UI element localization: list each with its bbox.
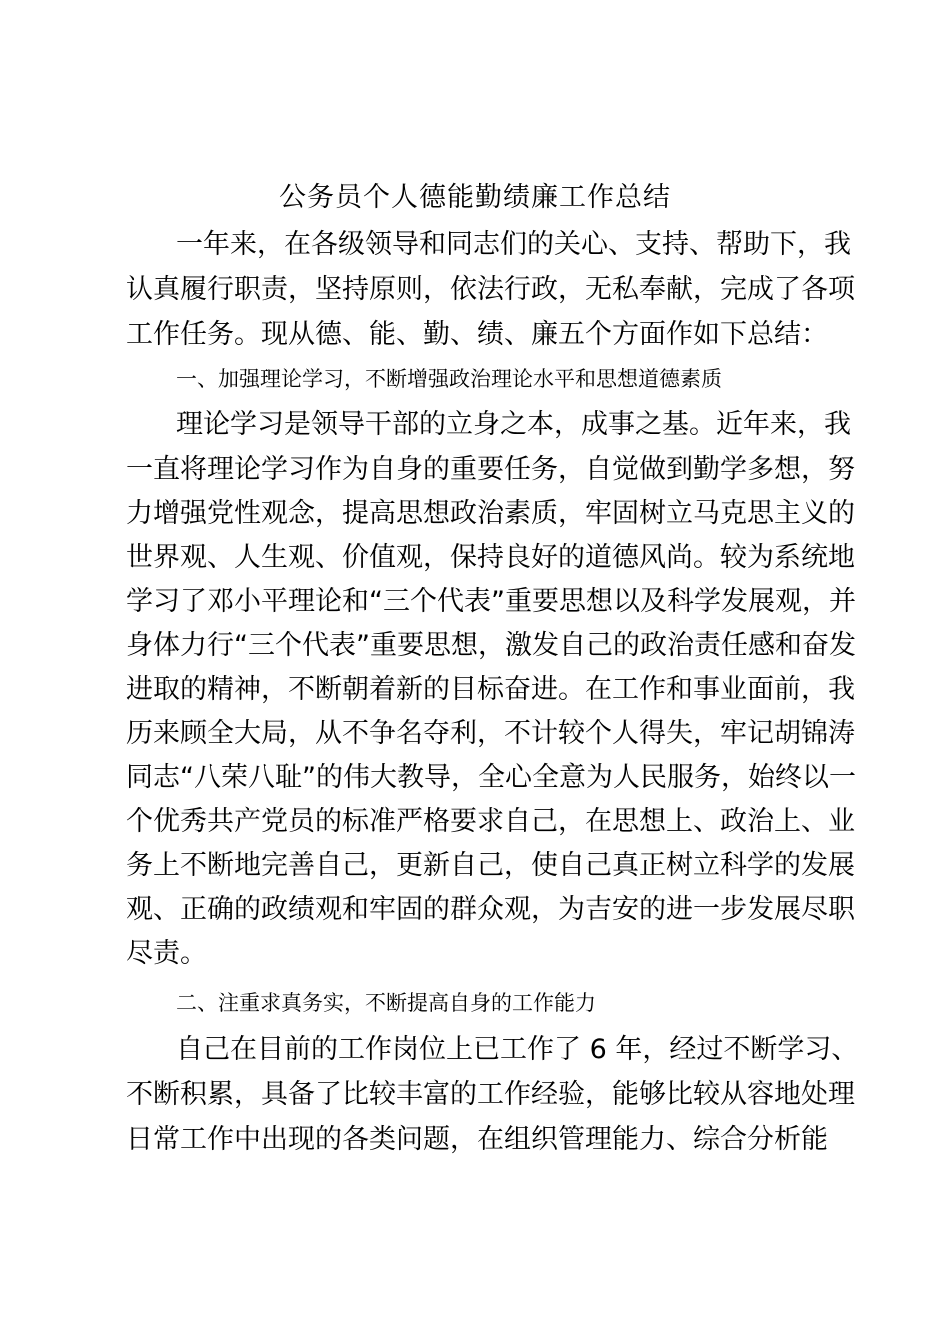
- section-1-line: 力增强党性观念，提高思想政治素质，牢固树立马克思主义的: [126, 498, 855, 529]
- document-title: 公务员个人德能勤绩廉工作总结: [279, 182, 671, 213]
- section-2-line: 自己在目前的工作岗位上已工作了 6 年，经过不断学习、: [176, 1034, 859, 1065]
- section-2-heading: 二、注重求真务实，不断提高自身的工作能力: [176, 991, 596, 1015]
- intro-line-3: 工作任务。现从德、能、勤、绩、廉五个方面作如下总结：: [126, 319, 828, 350]
- section-2-line: 日常工作中出现的各类问题，在组织管理能力、综合分析能: [126, 1124, 828, 1155]
- section-1-line: 一直将理论学习作为自身的重要任务，自觉做到勤学多想，努: [126, 454, 855, 485]
- section-1-line: 同志“八荣八耻”的伟大教导，全心全意为人民服务，始终以一: [126, 762, 856, 793]
- section-1-line: 个优秀共产党员的标准严格要求自己，在思想上、政治上、业: [126, 806, 855, 837]
- section-1-line: 尽责。: [126, 938, 207, 969]
- intro-line-2: 认真履行职责，坚持原则，依法行政，无私奉献，完成了各项: [126, 274, 855, 305]
- section-1-line: 世界观、人生观、价值观，保持良好的道德风尚。较为系统地: [126, 542, 855, 573]
- section-1-line: 学习了邓小平理论和“三个代表”重要思想以及科学发展观，并: [126, 586, 856, 617]
- intro-line-1: 一年来，在各级领导和同志们的关心、支持、帮助下，我: [176, 229, 851, 260]
- section-1-line: 观、正确的政绩观和牢固的群众观，为吉安的进一步发展尽职: [126, 894, 855, 925]
- section-1-line: 身体力行“三个代表”重要思想，激发自己的政治责任感和奋发: [126, 630, 856, 661]
- section-1-line: 进取的精神，不断朝着新的目标奋进。在工作和事业面前，我: [126, 674, 855, 705]
- section-1-line: 理论学习是领导干部的立身之本，成事之基。近年来，我: [176, 409, 851, 440]
- section-2-line: 不断积累，具备了比较丰富的工作经验，能够比较从容地处理: [126, 1079, 855, 1110]
- section-1-heading: 一、加强理论学习，不断增强政治理论水平和思想道德素质: [176, 367, 722, 391]
- section-1-line: 务上不断地完善自己，更新自己，使自己真正树立科学的发展: [126, 850, 855, 881]
- section-1-line: 历来顾全大局，从不争名夺利，不计较个人得失，牢记胡锦涛: [126, 718, 855, 749]
